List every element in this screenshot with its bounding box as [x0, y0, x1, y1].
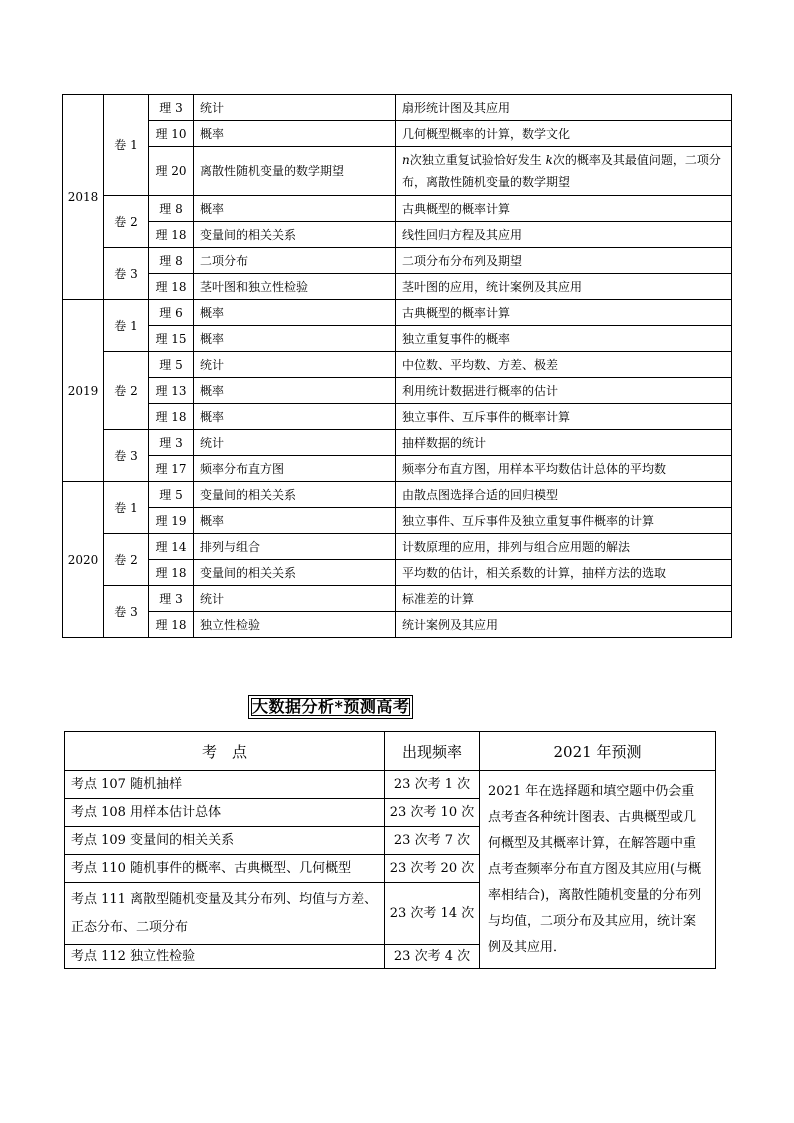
paper-cell: 卷 1: [104, 482, 149, 534]
table-row: [63, 196, 732, 222]
content-cell: 中位数、平均数、方差、极差: [396, 352, 732, 378]
header-frequency: 出现频率: [385, 732, 480, 771]
table-row: [63, 508, 732, 534]
topic-cell: 变量间的相关关系: [194, 222, 396, 248]
exam-point-cell: 考点 111 离散型随机变量及其分布列、均值与方差、正态分布、二项分布: [65, 883, 385, 945]
table-row: [63, 300, 732, 326]
topic-cell: 概率: [194, 404, 396, 430]
content-cell: 平均数的估计，相关系数的计算，抽样方法的选取: [396, 560, 732, 586]
question-cell: 理 6: [149, 300, 194, 326]
table-row: [63, 121, 732, 147]
question-cell: 理 18: [149, 560, 194, 586]
content-cell: [396, 147, 732, 196]
content-text: 次的概率及其最值问题，二项分布，离散性随机变量的数学期望: [402, 153, 721, 189]
topic-cell: 排列与组合: [194, 534, 396, 560]
prediction-cell: 2021 年在选择题和填空题中仍会重点考查各种统计图表、古典概型或几何概型及其概率计算，在解答题中重点考查频率分布直方图及其应用(与概率相结合)，离散性随机变量的分布列与均值，二项分布及其应用，统计案例及其应用．: [480, 771, 716, 969]
table-row: [63, 248, 732, 274]
question-cell: 理 8: [149, 248, 194, 274]
math-variable-n: n: [402, 153, 410, 167]
content-cell: 茎叶图的应用，统计案例及其应用: [396, 274, 732, 300]
table-row: [63, 456, 732, 482]
paper-cell: 卷 3: [104, 586, 149, 638]
table-row: [63, 482, 732, 508]
question-cell: 理 8: [149, 196, 194, 222]
question-cell: 理 5: [149, 352, 194, 378]
topic-cell: 统计: [194, 352, 396, 378]
year-cell: 2020: [63, 482, 104, 638]
table-row: [63, 430, 732, 456]
paper-cell: 卷 3: [104, 248, 149, 300]
exam-point-cell: 考点 108 用样本估计总体: [65, 799, 385, 827]
frequency-cell: 23 次考 1 次: [385, 771, 480, 799]
table-row: [63, 404, 732, 430]
topic-cell: 变量间的相关关系: [194, 560, 396, 586]
paper-cell: 卷 1: [104, 300, 149, 352]
frequency-cell: 23 次考 14 次: [385, 883, 480, 945]
topic-cell: 离散性随机变量的数学期望: [194, 147, 396, 196]
header-point: 考 点: [65, 732, 385, 771]
topic-cell: 概率: [194, 508, 396, 534]
table-row: [63, 222, 732, 248]
question-cell: 理 18: [149, 222, 194, 248]
topic-cell: 频率分布直方图: [194, 456, 396, 482]
frequency-cell: 23 次考 4 次: [385, 945, 480, 969]
question-cell: 理 10: [149, 121, 194, 147]
table-row: [63, 612, 732, 638]
exam-statistics-table: [62, 94, 732, 638]
question-cell: 理 5: [149, 482, 194, 508]
question-cell: 理 19: [149, 508, 194, 534]
content-cell: 古典概型的概率计算: [396, 300, 732, 326]
topic-cell: 统计: [194, 95, 396, 121]
content-cell: 扇形统计图及其应用: [396, 95, 732, 121]
content-cell: 独立事件、互斥事件及独立重复事件概率的计算: [396, 508, 732, 534]
frequency-cell: 23 次考 7 次: [385, 827, 480, 855]
content-cell: 利用统计数据进行概率的估计: [396, 378, 732, 404]
table-row: [65, 771, 716, 799]
table-row: [63, 560, 732, 586]
question-cell: 理 15: [149, 326, 194, 352]
paper-cell: 卷 3: [104, 430, 149, 482]
content-cell: 统计案例及其应用: [396, 612, 732, 638]
frequency-cell: 23 次考 10 次: [385, 799, 480, 827]
topic-cell: 概率: [194, 326, 396, 352]
content-cell: 独立重复事件的概率: [396, 326, 732, 352]
paper-cell: 卷 2: [104, 196, 149, 248]
table-row: [63, 95, 732, 121]
exam-point-cell: 考点 110 随机事件的概率、古典概型、几何概型: [65, 855, 385, 883]
table-row: [63, 352, 732, 378]
table-row: [63, 378, 732, 404]
topic-cell: 二项分布: [194, 248, 396, 274]
table-row: [63, 274, 732, 300]
topic-cell: 变量间的相关关系: [194, 482, 396, 508]
paper-cell: 卷 2: [104, 534, 149, 586]
topic-cell: 统计: [194, 430, 396, 456]
content-cell: 二项分布分布列及期望: [396, 248, 732, 274]
question-cell: 理 18: [149, 612, 194, 638]
table-row: [63, 534, 732, 560]
forecast-table: [64, 731, 716, 969]
content-cell: 标准差的计算: [396, 586, 732, 612]
content-cell: 几何概型概率的计算，数学文化: [396, 121, 732, 147]
content-text: 次独立重复试验恰好发生: [409, 153, 542, 167]
section-banner: 大数据分析*预测高考: [248, 695, 413, 719]
content-cell: 计数原理的应用，排列与组合应用题的解法: [396, 534, 732, 560]
table-row: [63, 326, 732, 352]
content-cell: 古典概型的概率计算: [396, 196, 732, 222]
header-prediction: 2021 年预测: [480, 732, 716, 771]
content-cell: 线性回归方程及其应用: [396, 222, 732, 248]
topic-cell: 茎叶图和独立性检验: [194, 274, 396, 300]
question-cell: 理 18: [149, 274, 194, 300]
exam-point-cell: 考点 112 独立性检验: [65, 945, 385, 969]
question-cell: 理 14: [149, 534, 194, 560]
paper-cell: 卷 2: [104, 352, 149, 430]
question-cell: 理 13: [149, 378, 194, 404]
topic-cell: 概率: [194, 121, 396, 147]
question-cell: 理 20: [149, 147, 194, 196]
table-row: [63, 147, 732, 196]
content-cell: 频率分布直方图，用样本平均数估计总体的平均数: [396, 456, 732, 482]
content-cell: 抽样数据的统计: [396, 430, 732, 456]
question-cell: 理 3: [149, 95, 194, 121]
table-row: [63, 586, 732, 612]
frequency-cell: 23 次考 20 次: [385, 855, 480, 883]
year-cell: 2018: [63, 95, 104, 300]
topic-cell: 统计: [194, 586, 396, 612]
question-cell: 理 18: [149, 404, 194, 430]
topic-cell: 概率: [194, 300, 396, 326]
forecast-header-row: [65, 732, 716, 771]
question-cell: 理 3: [149, 430, 194, 456]
paper-cell: 卷 1: [104, 95, 149, 196]
question-cell: 理 17: [149, 456, 194, 482]
content-cell: 由散点图选择合适的回归模型: [396, 482, 732, 508]
topic-cell: 概率: [194, 196, 396, 222]
exam-point-cell: 考点 109 变量间的相关关系: [65, 827, 385, 855]
content-cell: 独立事件、互斥事件的概率计算: [396, 404, 732, 430]
topic-cell: 独立性检验: [194, 612, 396, 638]
exam-point-cell: 考点 107 随机抽样: [65, 771, 385, 799]
question-cell: 理 3: [149, 586, 194, 612]
topic-cell: 概率: [194, 378, 396, 404]
math-variable-k: k: [545, 153, 553, 167]
year-cell: 2019: [63, 300, 104, 482]
